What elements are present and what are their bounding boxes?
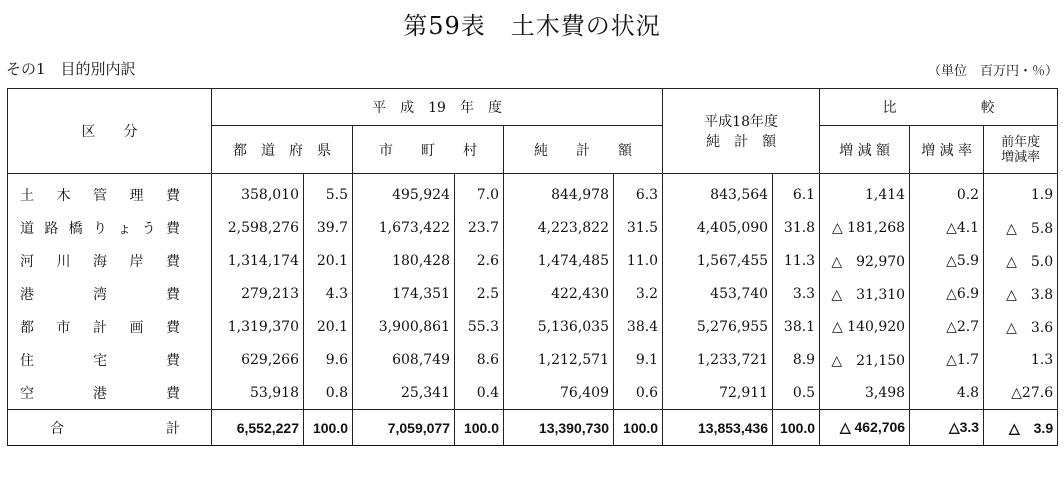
row-label-char: 計 bbox=[166, 420, 180, 437]
cell-c8: 100.0 bbox=[773, 410, 820, 446]
cell-c11: △ 3.8 bbox=[984, 277, 1058, 310]
cell-c5: 844,978 bbox=[504, 174, 614, 212]
table-row bbox=[8, 174, 1058, 212]
cell-c10: △6.9 bbox=[910, 277, 984, 310]
cell-c4: 7.0 bbox=[455, 174, 504, 212]
row-label-chars bbox=[20, 284, 180, 304]
civil-engineering-expense-table bbox=[7, 88, 1058, 446]
cell-c3: 1,673,422 bbox=[353, 211, 455, 244]
row-label-chars bbox=[20, 251, 180, 271]
header-h18-line2: 純 計 額 bbox=[706, 134, 777, 150]
header-prefecture: 都 道 府 県 bbox=[212, 126, 353, 174]
cell-c5: 76,409 bbox=[504, 376, 614, 410]
cell-c3: 25,341 bbox=[353, 376, 455, 410]
row-label-chars bbox=[20, 218, 180, 238]
table-body bbox=[8, 174, 1058, 446]
row-label-char: 管 bbox=[93, 187, 107, 204]
header-prev-line2: 増減率 bbox=[1001, 149, 1041, 165]
cell-c9: 3,498 bbox=[820, 376, 910, 410]
header-net-total: 純 計 額 bbox=[504, 126, 663, 174]
cell-c9: △ 21,150 bbox=[820, 343, 910, 376]
cell-c9: △ 92,970 bbox=[820, 244, 910, 277]
cell-c2: 100.0 bbox=[304, 410, 353, 446]
row-label-chars bbox=[50, 418, 180, 438]
cell-c3: 3,900,861 bbox=[353, 310, 455, 343]
cell-c7: 843,564 bbox=[663, 174, 773, 212]
cell-c6: 3.2 bbox=[614, 277, 663, 310]
table-row bbox=[8, 310, 1058, 343]
row-label-char: 計 bbox=[93, 319, 107, 336]
row-label-char: 湾 bbox=[93, 286, 107, 303]
row-label-char: う bbox=[141, 220, 156, 237]
cell-c8: 3.3 bbox=[773, 277, 820, 310]
row-label-char: 費 bbox=[165, 220, 180, 237]
cell-c4: 2.6 bbox=[455, 244, 504, 277]
table-row bbox=[8, 277, 1058, 310]
cell-c1: 358,010 bbox=[212, 174, 304, 212]
cell-c8: 6.1 bbox=[773, 174, 820, 212]
cell-c8: 0.5 bbox=[773, 376, 820, 410]
row-label-char: 木 bbox=[56, 187, 71, 204]
header-h19: 平 成 19 年 度 bbox=[212, 89, 663, 126]
header-h18 bbox=[663, 89, 820, 174]
cell-c6: 38.4 bbox=[614, 310, 663, 343]
row-label-chars bbox=[20, 185, 180, 205]
cell-c1: 629,266 bbox=[212, 343, 304, 376]
cell-c6: 6.3 bbox=[614, 174, 663, 212]
row-label bbox=[8, 174, 212, 212]
row-label-char: 宅 bbox=[93, 352, 107, 369]
row-label-char: 海 bbox=[93, 253, 107, 270]
cell-c11: △ 5.0 bbox=[984, 244, 1058, 277]
cell-c9: △ 140,920 bbox=[820, 310, 910, 343]
header-increase-amount: 増 減 額 bbox=[820, 126, 910, 174]
cell-c4: 23.7 bbox=[455, 211, 504, 244]
cell-c7: 4,405,090 bbox=[663, 211, 773, 244]
cell-c9: △ 31,310 bbox=[820, 277, 910, 310]
cell-c7: 453,740 bbox=[663, 277, 773, 310]
row-label bbox=[8, 244, 212, 277]
cell-c6: 0.6 bbox=[614, 376, 663, 410]
row-label-char: ょ bbox=[117, 220, 132, 237]
row-label-char: 費 bbox=[166, 352, 180, 369]
cell-c1: 6,552,227 bbox=[212, 410, 304, 446]
cell-c5: 5,136,035 bbox=[504, 310, 614, 343]
cell-c11: 1.9 bbox=[984, 174, 1058, 212]
page-title: 第59表 土木費の状況 bbox=[403, 12, 661, 40]
cell-c1: 1,314,174 bbox=[212, 244, 304, 277]
cell-c2: 9.6 bbox=[304, 343, 353, 376]
cell-c11: 1.3 bbox=[984, 343, 1058, 376]
header-h18-line1: 平成18年度 bbox=[704, 114, 778, 130]
table-subtitle: その1 目的別内訳 bbox=[6, 60, 136, 78]
cell-c4: 8.6 bbox=[455, 343, 504, 376]
row-label-char: 河 bbox=[20, 253, 34, 270]
row-label bbox=[8, 211, 212, 244]
cell-c5: 1,212,571 bbox=[504, 343, 614, 376]
row-label-char: 都 bbox=[20, 319, 34, 336]
row-label bbox=[8, 310, 212, 343]
cell-c11: △ 3.9 bbox=[984, 410, 1058, 446]
row-label-char: 費 bbox=[166, 319, 180, 336]
cell-c9: △ 462,706 bbox=[820, 410, 910, 446]
cell-c2: 39.7 bbox=[304, 211, 353, 244]
header-prev-year-rate bbox=[984, 126, 1058, 174]
cell-c10: △2.7 bbox=[910, 310, 984, 343]
row-label bbox=[8, 410, 212, 446]
cell-c3: 608,749 bbox=[353, 343, 455, 376]
row-label-char: 岸 bbox=[129, 253, 144, 270]
cell-c4: 0.4 bbox=[455, 376, 504, 410]
cell-c4: 55.3 bbox=[455, 310, 504, 343]
header-compare: 比 較 bbox=[820, 89, 1058, 126]
header-increase-rate: 増 減 率 bbox=[910, 126, 984, 174]
row-label-chars bbox=[20, 350, 180, 370]
cell-c8: 11.3 bbox=[773, 244, 820, 277]
total-row bbox=[8, 410, 1058, 446]
row-label bbox=[8, 376, 212, 410]
row-label-char: 川 bbox=[56, 253, 71, 270]
table-row bbox=[8, 376, 1058, 410]
cell-c5: 13,390,730 bbox=[504, 410, 614, 446]
cell-c3: 174,351 bbox=[353, 277, 455, 310]
cell-c8: 8.9 bbox=[773, 343, 820, 376]
cell-c7: 1,567,455 bbox=[663, 244, 773, 277]
row-label-char: 費 bbox=[166, 187, 180, 204]
cell-c8: 38.1 bbox=[773, 310, 820, 343]
cell-c1: 1,319,370 bbox=[212, 310, 304, 343]
table-row bbox=[8, 244, 1058, 277]
row-label-char: 費 bbox=[166, 286, 180, 303]
table-row bbox=[8, 343, 1058, 376]
row-label bbox=[8, 277, 212, 310]
cell-c2: 0.8 bbox=[304, 376, 353, 410]
row-label-char: 理 bbox=[129, 187, 144, 204]
cell-c8: 31.8 bbox=[773, 211, 820, 244]
cell-c10: △3.3 bbox=[910, 410, 984, 446]
cell-c3: 7,059,077 bbox=[353, 410, 455, 446]
cell-c9: △ 181,268 bbox=[820, 211, 910, 244]
cell-c10: 4.8 bbox=[910, 376, 984, 410]
cell-c6: 100.0 bbox=[614, 410, 663, 446]
cell-c6: 31.5 bbox=[614, 211, 663, 244]
row-label-char: 土 bbox=[20, 187, 34, 204]
cell-c10: △4.1 bbox=[910, 211, 984, 244]
cell-c4: 2.5 bbox=[455, 277, 504, 310]
cell-c2: 4.3 bbox=[304, 277, 353, 310]
cell-c5: 1,474,485 bbox=[504, 244, 614, 277]
cell-c3: 495,924 bbox=[353, 174, 455, 212]
cell-c3: 180,428 bbox=[353, 244, 455, 277]
row-label-chars bbox=[20, 383, 180, 403]
cell-c10: 0.2 bbox=[910, 174, 984, 212]
row-label-char: 道 bbox=[20, 220, 34, 237]
cell-c5: 4,223,822 bbox=[504, 211, 614, 244]
row-label-char: 住 bbox=[20, 352, 34, 369]
row-label-char: 費 bbox=[166, 253, 180, 270]
cell-c10: △5.9 bbox=[910, 244, 984, 277]
row-label-char: 港 bbox=[20, 286, 34, 303]
cell-c2: 20.1 bbox=[304, 310, 353, 343]
row-label-char: 港 bbox=[93, 385, 107, 402]
cell-c6: 11.0 bbox=[614, 244, 663, 277]
row-label-char: 費 bbox=[166, 385, 180, 402]
cell-c5: 422,430 bbox=[504, 277, 614, 310]
cell-c6: 9.1 bbox=[614, 343, 663, 376]
unit-note: （単位 百万円・％） bbox=[927, 64, 1058, 79]
cell-c11: △ 5.8 bbox=[984, 211, 1058, 244]
cell-c7: 13,853,436 bbox=[663, 410, 773, 446]
row-label-char: 市 bbox=[56, 319, 71, 336]
row-label-char: 画 bbox=[129, 319, 144, 336]
cell-c1: 2,598,276 bbox=[212, 211, 304, 244]
cell-c2: 20.1 bbox=[304, 244, 353, 277]
cell-c1: 279,213 bbox=[212, 277, 304, 310]
cell-c11: △ 3.6 bbox=[984, 310, 1058, 343]
cell-c7: 5,276,955 bbox=[663, 310, 773, 343]
row-label-chars bbox=[20, 317, 180, 337]
table-row bbox=[8, 211, 1058, 244]
row-label-char: 合 bbox=[50, 420, 64, 437]
row-label-char: 路 bbox=[44, 220, 59, 237]
cell-c9: 1,414 bbox=[820, 174, 910, 212]
row-label-char: り bbox=[92, 220, 107, 237]
row-label bbox=[8, 343, 212, 376]
header-prev-line1: 前年度 bbox=[1001, 134, 1041, 150]
cell-c4: 100.0 bbox=[455, 410, 504, 446]
cell-c1: 53,918 bbox=[212, 376, 304, 410]
cell-c10: △1.7 bbox=[910, 343, 984, 376]
cell-c7: 1,233,721 bbox=[663, 343, 773, 376]
header-category: 区 分 bbox=[8, 89, 212, 174]
row-label-char: 空 bbox=[20, 385, 34, 402]
header-municipality: 市 町 村 bbox=[353, 126, 504, 174]
row-label-char: 橋 bbox=[68, 220, 83, 237]
cell-c2: 5.5 bbox=[304, 174, 353, 212]
cell-c11: △27.6 bbox=[984, 376, 1058, 410]
cell-c7: 72,911 bbox=[663, 376, 773, 410]
